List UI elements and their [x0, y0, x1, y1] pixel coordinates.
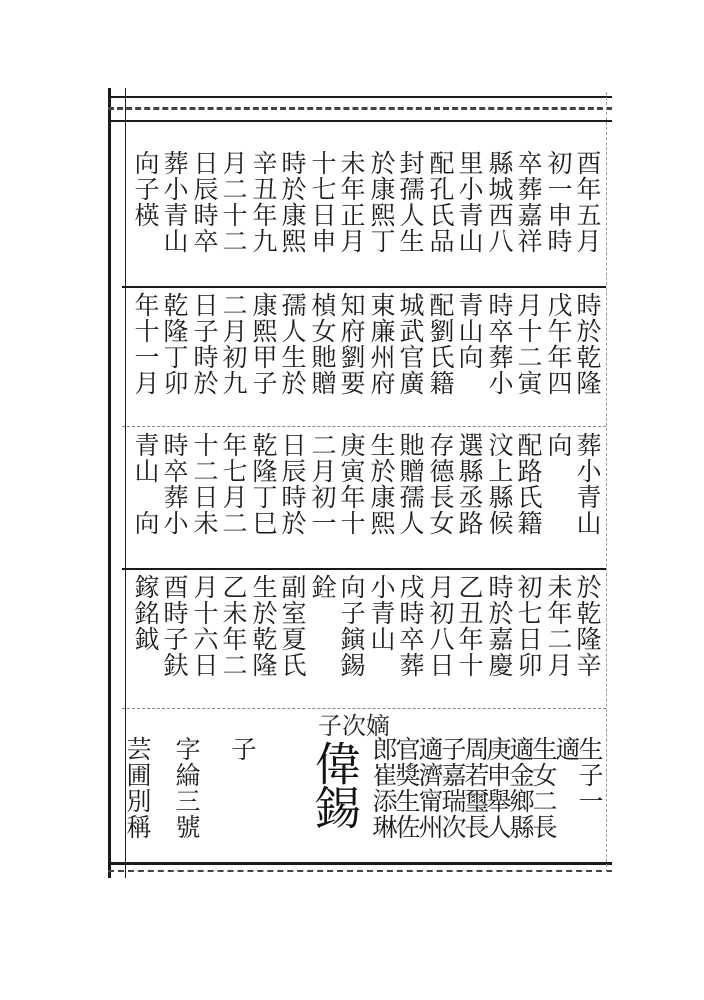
text-column: 未年二月 — [544, 574, 573, 678]
text-column: 月初八日 — [426, 574, 455, 678]
text-column: 配路氏籍 — [514, 432, 543, 536]
text-column: 時卒葬小 — [485, 292, 514, 396]
tier-divider-3 — [122, 568, 606, 570]
text-column: 小青山 — [367, 574, 396, 652]
text-column: 日子時於 — [190, 292, 219, 396]
text-column: 適濟甯州 — [415, 736, 444, 840]
text-column: 酉年五月 — [573, 150, 602, 254]
text-column: 年七月二 — [219, 432, 248, 536]
text-column: 生於康熙 — [367, 432, 396, 536]
text-column: 戌時卒葬 — [396, 574, 425, 678]
text-column: 於康熙丁 — [367, 150, 396, 254]
text-column: 楨女貤贈 — [308, 292, 337, 396]
genealogy-tier-5 — [122, 712, 606, 860]
text-column: 初七日卯 — [514, 574, 543, 678]
text-column: 青山 向 — [131, 432, 160, 536]
text-column: 銓 — [308, 574, 337, 600]
text-column: 副室夏氏 — [278, 574, 307, 678]
text-column: 日辰時於 — [278, 432, 307, 536]
text-column: 子 — [228, 736, 257, 762]
text-column: 東廉州府 — [367, 292, 396, 396]
right-page-edge — [606, 92, 607, 872]
text-column: 康熙甲子 — [249, 292, 278, 396]
text-column: 月十二寅 — [514, 292, 543, 396]
text-column: 封孺人生 — [396, 150, 425, 254]
text-column: 二月初一 — [308, 432, 337, 536]
text-column: 縣城西八 — [485, 150, 514, 254]
text-column: 年十一月 — [131, 292, 160, 396]
text-column: 乾隆丁卯 — [160, 292, 189, 396]
text-column: 日辰時卒 — [190, 150, 219, 254]
text-column: 十二日未 — [190, 432, 219, 536]
tier-divider-4 — [122, 708, 606, 709]
text-column: 青山向 — [455, 292, 484, 370]
text-column: 向子楧 — [131, 150, 160, 228]
genealogy-tier-2 — [122, 292, 606, 422]
text-column: 生女二長 — [529, 736, 558, 840]
text-column: 周若璽長 — [461, 736, 490, 840]
person-name: 偉錫 — [308, 740, 362, 828]
tier-divider-1 — [122, 286, 606, 288]
text-column: 向子鏔錫 — [337, 574, 366, 678]
text-column: 十七日申 — [308, 150, 337, 254]
text-column: 乙未年二 — [219, 574, 248, 678]
text-column: 生子一 — [575, 736, 604, 814]
genealogy-tier-1 — [122, 150, 606, 282]
bottom-border-rule — [108, 862, 612, 877]
text-column: 配孔氏品 — [426, 150, 455, 254]
text-column: 時於康熙 — [278, 150, 307, 254]
text-column: 葬小青山 — [573, 432, 602, 536]
text-column: 選縣丞路 — [455, 432, 484, 536]
text-column: 庚申舉人 — [483, 736, 512, 840]
text-column: 知府劉要 — [337, 292, 366, 396]
text-column: 貤贈孺人 — [396, 432, 425, 536]
text-column: 於乾隆辛 — [573, 574, 602, 678]
tier-divider-2 — [122, 426, 606, 427]
text-column: 城武官廣 — [396, 292, 425, 396]
text-column: 初一申時 — [544, 150, 573, 254]
text-column: 乾隆丁巳 — [249, 432, 278, 536]
text-column: 芸圃別稱 — [123, 736, 152, 840]
text-column: 月二十二 — [219, 150, 248, 254]
text-column: 汶上縣候 — [485, 432, 514, 536]
text-column: 酉時子鈇 — [160, 574, 189, 678]
text-column: 葬小青山 — [160, 150, 189, 254]
text-column: 子嘉瑞次 — [438, 736, 467, 840]
genealogy-tier-4 — [122, 574, 606, 704]
text-column: 向 — [544, 432, 573, 458]
text-column: 二月初九 — [219, 292, 248, 396]
text-column: 適 — [552, 736, 581, 762]
text-column: 時於嘉慶 — [485, 574, 514, 678]
text-column: 孺人生於 — [278, 292, 307, 396]
top-border-rule — [108, 96, 612, 122]
text-column: 郎崔添琳 — [369, 736, 398, 840]
text-column: 月十六日 — [190, 574, 219, 678]
text-column: 卒葬嘉祥 — [514, 150, 543, 254]
text-column: 時於乾隆 — [573, 292, 602, 396]
text-column: 官獎生佐 — [392, 736, 421, 840]
text-column: 適金鄉縣 — [506, 736, 535, 840]
text-column: 存德長女 — [426, 432, 455, 536]
text-column: 未年正月 — [337, 150, 366, 254]
text-column: 生於乾隆 — [249, 574, 278, 678]
text-column: 里小青山 — [455, 150, 484, 254]
son-order-heading: 子次嫡 — [318, 712, 390, 740]
text-column: 配劉氏籍 — [426, 292, 455, 396]
text-column: 鎵銘鉞 — [131, 574, 160, 652]
text-column: 時卒葬小 — [160, 432, 189, 536]
text-column: 字綸三號 — [172, 736, 201, 840]
text-column: 乙丑年十 — [455, 574, 484, 678]
text-column: 辛丑年九 — [249, 150, 278, 254]
text-column: 庚寅年十 — [337, 432, 366, 536]
text-column: 戊午年四 — [544, 292, 573, 396]
genealogy-tier-3 — [122, 432, 606, 564]
